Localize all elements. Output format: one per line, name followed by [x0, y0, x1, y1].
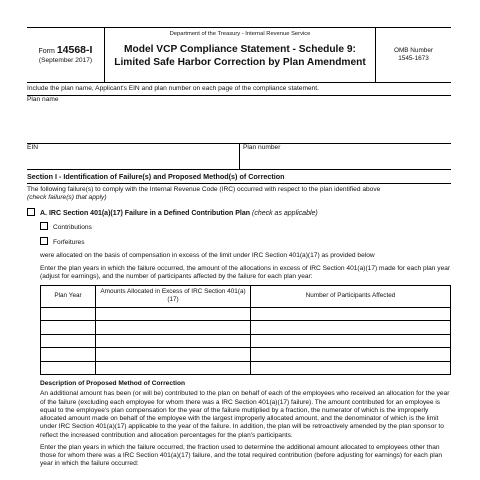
form-title-line1: Model VCP Compliance Statement - Schedule 9: [124, 44, 356, 56]
form-number: 14568-I [56, 44, 93, 57]
section-1-intro [27, 186, 451, 202]
item-a-row [27, 208, 451, 219]
item-a-checkbox[interactable] [27, 208, 35, 216]
table-cell[interactable] [41, 348, 96, 362]
form-title [105, 44, 375, 69]
table-cell[interactable] [251, 361, 451, 375]
table-cell[interactable] [41, 334, 96, 348]
contributions-checkbox[interactable] [40, 222, 48, 230]
omb-label: OMB Number [393, 47, 434, 54]
ein-field[interactable] [27, 144, 240, 169]
table-header-participants: Number of Participants Affected [251, 285, 451, 307]
contributions-label: Contributions [53, 224, 92, 232]
forfeitures-label: Forfeitures [53, 238, 85, 246]
plan-name-label: Plan name [27, 96, 59, 104]
table-header-row [41, 285, 451, 307]
table-cell[interactable] [251, 321, 451, 335]
table-cell[interactable] [96, 321, 251, 335]
forfeitures-checkbox[interactable] [40, 237, 48, 245]
table-header-plan-year: Plan Year [41, 285, 96, 307]
intro-text: The following failure(s) to comply with the Internal Revenue Code (IRC) occurred with respect to the plan identified above [27, 186, 381, 194]
plan-name-field[interactable] [27, 96, 451, 144]
table-cell[interactable] [41, 321, 96, 335]
table-cell[interactable] [251, 307, 451, 321]
header-instruction: Include the plan name, Applicant's EIN and plan number on each page of the compliance statement. [27, 83, 451, 96]
forfeitures-row [40, 237, 451, 247]
intro-hint: (check failure(s) that apply) [27, 194, 107, 202]
allocated-text: were allocated on the basis of compensation in excess of the limit under IRC Section 401(a)(17) as provided below [40, 251, 375, 259]
form-id-box [27, 28, 105, 82]
table-header-amounts: Amounts Allocated in Excess of IRC Section 401(a)(17) [96, 285, 251, 307]
form-header [27, 27, 451, 83]
correction-paragraph-1: An additional amount has been (or will be) contributed to the plan on behalf of each of the employees who received an allocation for the year of the failure (excluding each employee for whom there was a IRC Section 401(a)(17) failure). The amount contributed for an employee is equal to the employee's plan compensation for the year of the failure multiplied by a fraction, the numerator of which is the improperly allocated amount made on behalf of the employee with the largest improperly allocated amount, and the denominator of which is the limit under IRC Section 401(a)(17) applicable to the year of the failure. In addition, the plan will be retroactively amended by the plan sponsor to reflect the increased contribution and allocation percentages for the plan's participants. [40, 390, 450, 439]
correction-paragraph-2: Enter the plan years in which the failure occurred, the fraction used to determine the additional amount allocated to employees other than those for whom there was a IRC Section 401(a)(17) failure, and the total required contribution (before adjusting for earnings) for each plan year in which the failure occurred: [40, 443, 443, 468]
table-row [41, 361, 451, 375]
omb-number: 1545-1673 [398, 55, 429, 62]
table-cell[interactable] [41, 361, 96, 375]
table-cell[interactable] [251, 334, 451, 348]
table-row [41, 307, 451, 321]
ein-plan-number-row [27, 144, 451, 170]
table-row [41, 321, 451, 335]
form-title-line2: Limited Safe Harbor Correction by Plan Amendment [114, 56, 366, 68]
table-row [41, 348, 451, 362]
item-a-label: A. IRC Section 401(a)(17) Failure in a Defined Contribution Plan [40, 209, 251, 217]
item-a-hint: (check as applicable) [251, 209, 318, 217]
section-1-heading: Section I - Identification of Failure(s) and Proposed Method(s) of Correction [27, 170, 451, 184]
ein-label: EIN [27, 144, 38, 152]
plan-number-field[interactable] [240, 144, 451, 169]
form-title-box [105, 28, 375, 82]
table-row [41, 334, 451, 348]
table-cell[interactable] [96, 348, 251, 362]
table-body [41, 307, 451, 375]
form-label: Form [38, 48, 55, 56]
correction-heading: Description of Proposed Method of Correction [40, 380, 186, 388]
plan-number-label: Plan number [243, 144, 281, 152]
table-cell[interactable] [96, 334, 251, 348]
enter-text: Enter the plan years in which the failure occurred, the amount of the allocations in excess of IRC Section 401(a)(17) made for each plan year (adjust for earnings), and the number of participants affected by the failure for each plan year: [40, 265, 451, 281]
table-cell[interactable] [41, 307, 96, 321]
form-date: (September 2017) [38, 57, 93, 65]
table-cell[interactable] [96, 307, 251, 321]
omb-box [375, 28, 451, 82]
failure-table [40, 285, 451, 376]
table-cell[interactable] [96, 361, 251, 375]
form-number-line [39, 44, 93, 57]
form-page [27, 27, 451, 468]
department-name: Department of the Treasury - Internal Revenue Service [169, 31, 311, 37]
contributions-row [40, 222, 451, 232]
table-cell[interactable] [251, 348, 451, 362]
